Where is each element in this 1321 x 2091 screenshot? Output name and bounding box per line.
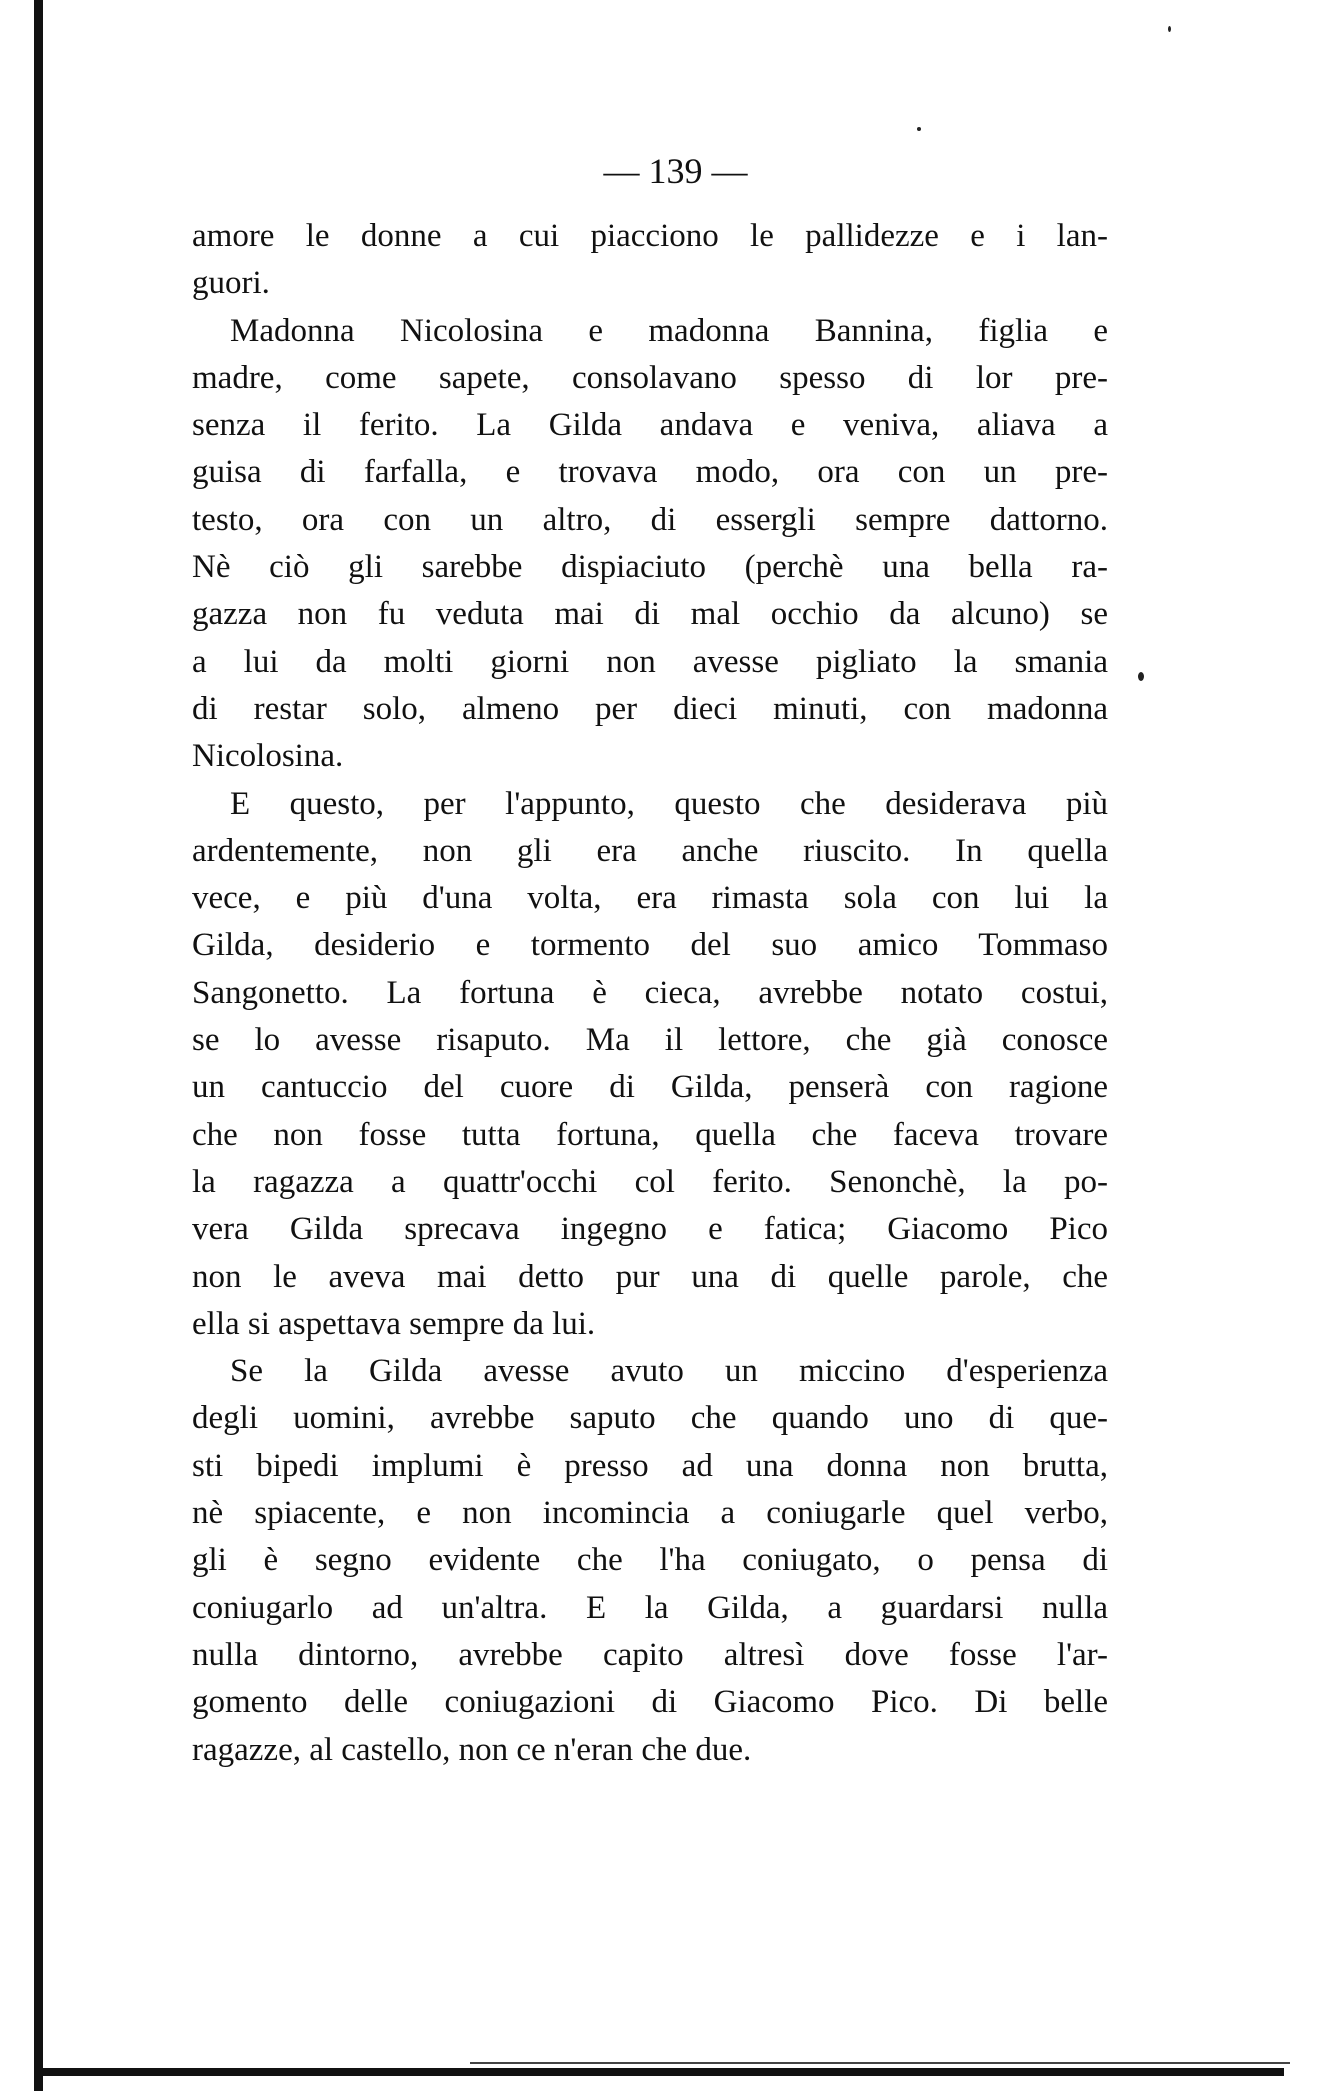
text-line: nulla dintorno, avrebbe capito altresì dove fosse l'ar- — [192, 1636, 1108, 1673]
bottom-edge-rule — [34, 2068, 1284, 2076]
text-line: guisa di farfalla, e trovava modo, ora con un pre- — [192, 454, 1108, 491]
text-line: gazza non fu veduta mai di mal occhio da alcuno) se — [192, 596, 1108, 633]
text-line: Madonna Nicolosina e madonna Bannina, figlia e — [230, 312, 1108, 349]
text-line: Se la Gilda avesse avuto un miccino d'esperienza — [230, 1353, 1108, 1390]
ink-speck — [1168, 26, 1171, 32]
body-text — [192, 213, 1108, 1774]
text-line: sti bipedi implumi è presso ad una donna non brutta, — [192, 1447, 1108, 1484]
text-line: degli uomini, avrebbe saputo che quando uno di que- — [192, 1400, 1108, 1437]
text-line: E questo, per l'appunto, questo che desiderava più — [230, 785, 1108, 822]
text-line: Nicolosina. — [192, 738, 344, 775]
page-number: — 139 — — [603, 151, 748, 191]
text-line: gomento delle coniugazioni di Giacomo Pico. Di belle — [192, 1684, 1108, 1721]
text-line: Sangonetto. La fortuna è cieca, avrebbe notato costui, — [192, 974, 1108, 1011]
text-line: vece, e più d'una volta, era rimasta sola con lui la — [192, 880, 1108, 917]
text-line: ardentemente, non gli era anche riuscito. In quella — [192, 832, 1108, 869]
text-line: Gilda, desiderio e tormento del suo amico Tommaso — [192, 927, 1108, 964]
text-line: a lui da molti giorni non avesse pigliato la smania — [192, 643, 1108, 680]
text-line: che non fosse tutta fortuna, quella che faceva trovare — [192, 1116, 1108, 1153]
text-line: di restar solo, almeno per dieci minuti, con madonna — [192, 690, 1108, 727]
text-line: madre, come sapete, consolavano spesso di lor pre- — [192, 359, 1108, 396]
text-line: la ragazza a quattr'occhi col ferito. Senonchè, la po- — [192, 1163, 1108, 1200]
text-line: Nè ciò gli sarebbe dispiaciuto (perchè una bella ra- — [192, 549, 1108, 586]
page-binding-edge — [34, 0, 43, 2091]
text-line: testo, ora con un altro, di essergli sempre dattorno. — [192, 501, 1108, 538]
text-line: senza il ferito. La Gilda andava e veniva, aliava a — [192, 407, 1108, 444]
text-line: ragazze, al castello, non ce n'eran che due. — [192, 1731, 752, 1768]
bottom-edge-rule-thin — [470, 2062, 1290, 2064]
text-line: vera Gilda sprecava ingegno e fatica; Giacomo Pico — [192, 1211, 1108, 1248]
text-line: amore le donne a cui piacciono le pallidezze e i lan- — [192, 218, 1108, 254]
text-line: un cantuccio del cuore di Gilda, penserà con ragione — [192, 1069, 1108, 1106]
ink-speck — [917, 127, 921, 131]
text-line: coniugarlo ad un'altra. E la Gilda, a guardarsi nulla — [192, 1589, 1108, 1626]
ink-speck — [1138, 672, 1144, 681]
text-line: ella si aspettava sempre da lui. — [192, 1305, 596, 1342]
text-line: gli è segno evidente che l'ha coniugato, o pensa di — [192, 1542, 1108, 1579]
text-line: se lo avesse risaputo. Ma il lettore, che già conosce — [192, 1022, 1108, 1059]
text-line: non le aveva mai detto pur una di quelle parole, che — [192, 1258, 1108, 1295]
text-line: guori. — [192, 265, 270, 302]
text-line: nè spiacente, e non incomincia a coniugarle quel verbo, — [192, 1495, 1108, 1532]
